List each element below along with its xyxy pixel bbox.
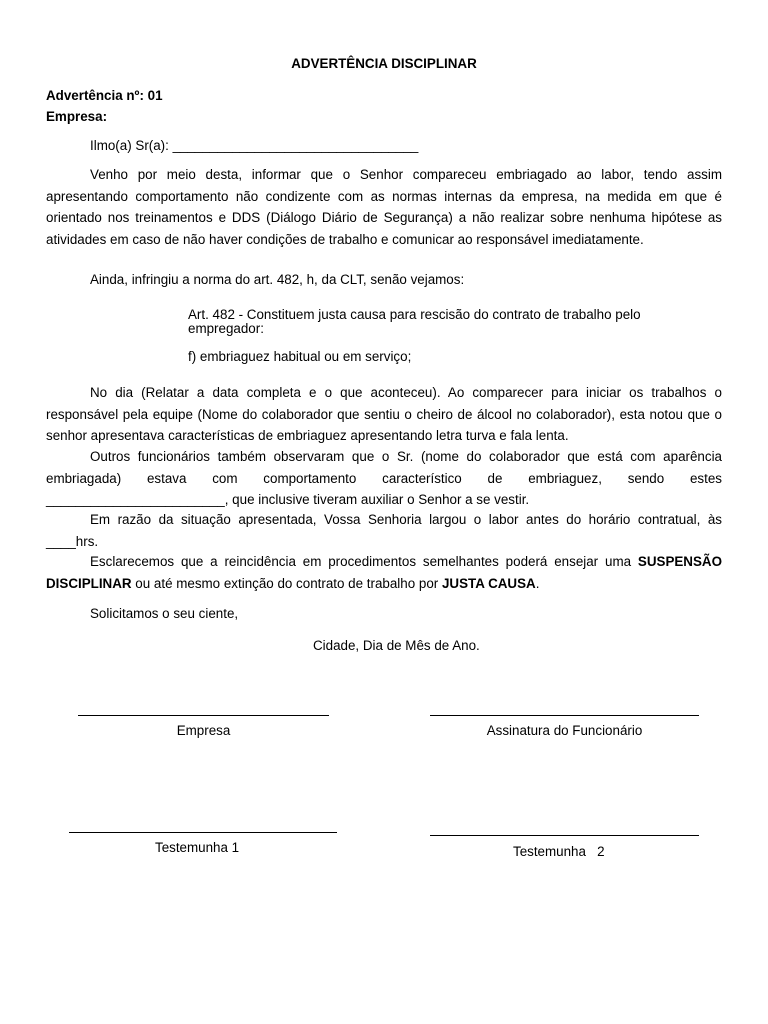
law-quote-article: Art. 482 - Constituem justa causa para rescisão do contrato de trabalho pelo empregador:	[188, 307, 641, 336]
law-quote-item: f) embriaguez habitual ou em serviço;	[188, 349, 412, 364]
consequence-text-end: .	[535, 575, 540, 591]
just-cause-emphasis: JUSTA CAUSA	[441, 575, 536, 591]
paragraph-norm: Ainda, infringiu a norma do art. 482, h, da CLT, senão vejamos:	[90, 272, 465, 287]
paragraph-intro: Venho por meio desta, informar que o Senhor compareceu embriagado ao labor, tendo assim apresentando comportamento não condizente com as normas internas da empresa, na medida em que é orientado nos treinamentos e DDS (Diálogo Diário de Segurança) a não realizar sobre nenhuma hipótese as atividades em caso de não haver condições de trabalho e comunicar ao responsável imediatamente.	[46, 167, 722, 247]
paragraph-witnesses: Outros funcionários também observaram que o Sr. (nome do colaborador que está com aparência embriagada) estava com comportamento característico de embriaguez, sendo estes ________________________, que inclusive tiveram auxiliar o Senhor a se vestir.	[46, 449, 722, 507]
paragraph-consequence	[46, 551, 722, 594]
signature-line-witness-1	[69, 832, 337, 833]
signature-line-employee	[430, 715, 699, 716]
signature-label-witness-2: Testemunha 2	[513, 844, 605, 859]
signature-line-witness-2	[430, 835, 699, 836]
company-label: Empresa:	[46, 109, 108, 124]
closing-request: Solicitamos o seu ciente,	[90, 606, 239, 621]
consequence-text-a: Esclarecemos que a reincidência em procedimentos semelhantes poderá ensejar uma	[90, 554, 638, 569]
signature-label-employee: Assinatura do Funcionário	[486, 723, 643, 738]
consequence-text-b: ou até mesmo extinção do contrato de trabalho por	[131, 575, 442, 591]
warning-number: Advertência nº: 01	[46, 88, 163, 103]
signature-label-company: Empresa	[176, 723, 231, 738]
signature-line-company	[78, 715, 329, 716]
paragraph-leave: Em razão da situação apresentada, Vossa Senhoria largou o labor antes do horário contratual, às ____hrs.	[46, 512, 722, 549]
date-line: Cidade, Dia de Mês de Ano.	[313, 638, 480, 653]
addressee-line: Ilmo(a) Sr(a): _________________________________	[90, 138, 419, 153]
suspension-emphasis: SUSPENSÃO DISCIPLINAR	[46, 554, 722, 591]
document-title: ADVERTÊNCIA DISCIPLINAR	[291, 56, 477, 71]
paragraph-event: No dia (Relatar a data completa e o que aconteceu). Ao comparecer para iniciar os trabalhos o responsável pela equipe (Nome do colaborador que sentiu o cheiro de álcool no colaborador), esta notou que o senhor apresentava características de embriaguez apresentando letra turva e fala lenta.	[46, 385, 722, 443]
signature-label-witness-1: Testemunha 1	[155, 840, 240, 855]
